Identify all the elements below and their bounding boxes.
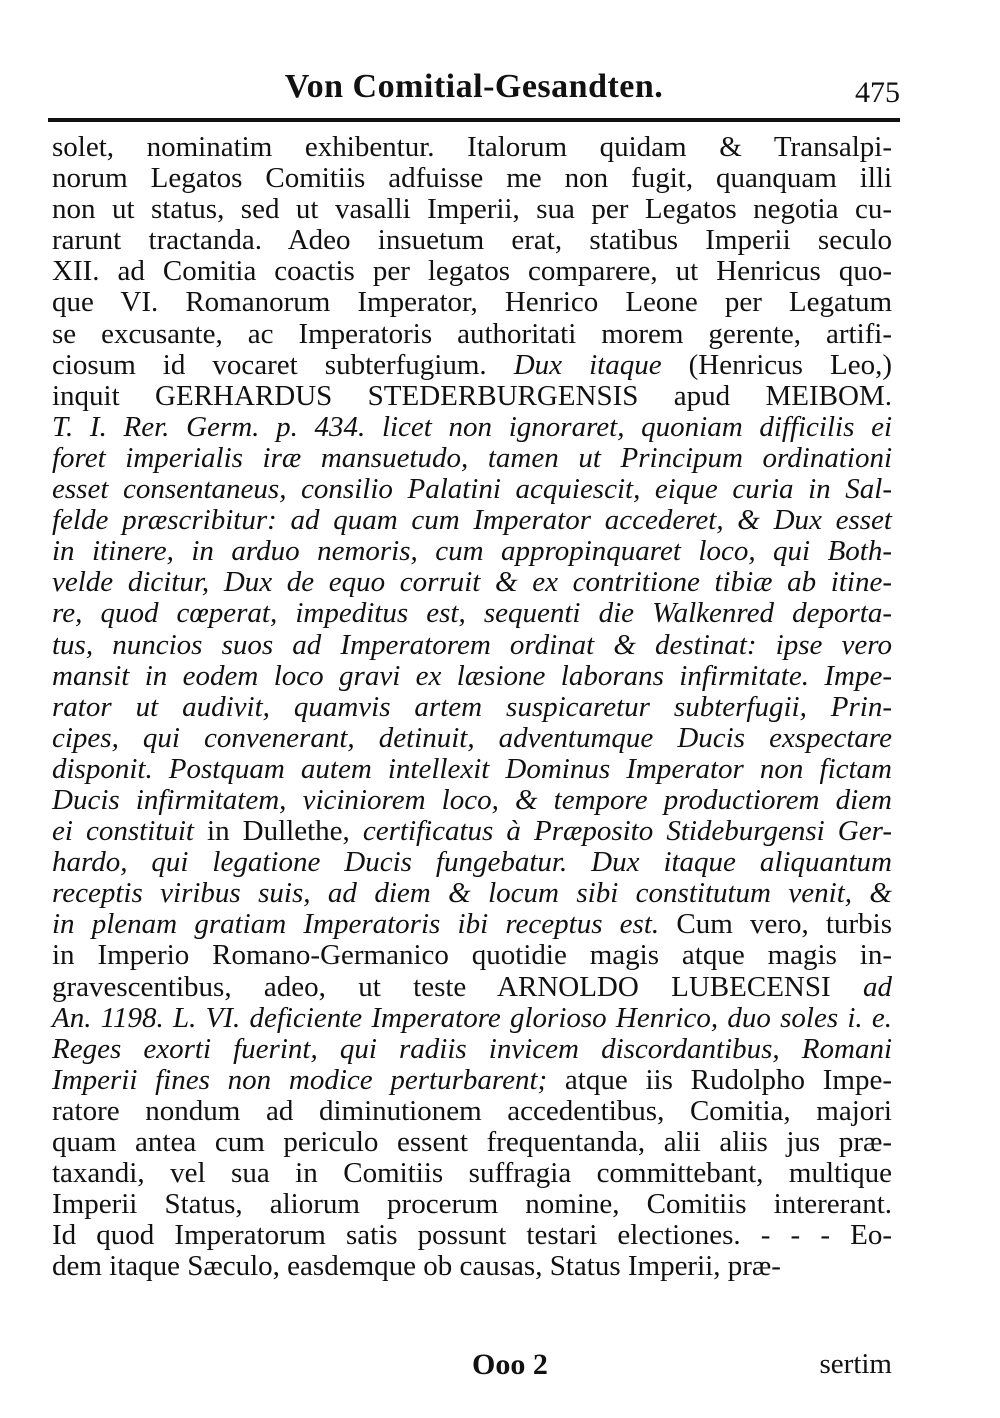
italic-segment: in itinere, in arduo nemoris, cum appropinquaret loco, qui Both- — [52, 535, 892, 568]
text-line — [52, 536, 892, 567]
italic-segment: re, quod cœperat, impeditus est, sequenti die Walkenred deporta- — [52, 597, 892, 630]
text-line — [52, 1034, 892, 1065]
text-line — [52, 381, 892, 412]
italic-segment: ad — [863, 970, 892, 1003]
text-line — [52, 505, 892, 536]
text-segment: (Henricus Leo,) — [661, 348, 892, 381]
text-line — [52, 443, 892, 474]
italic-segment: T. I. Rer. Germ. p. 434. licet non ignoraret, quoniam difficilis ei — [52, 410, 892, 443]
text-line — [52, 132, 892, 163]
text-segment: que VI. Romanorum Imperator, Henrico Leone per Legatum — [52, 286, 892, 319]
text-line — [52, 909, 892, 940]
text-segment: in Dullethe, — [193, 815, 363, 848]
text-line — [52, 1127, 892, 1158]
text-segment: Id quod Imperatorum satis possunt testari electiones. - - - Eo- — [52, 1219, 892, 1252]
text-segment: in Imperio Romano-Germanico quotidie magis atque magis in- — [52, 939, 892, 972]
text-line — [52, 785, 892, 816]
text-line — [52, 225, 892, 256]
text-line — [52, 1003, 892, 1034]
page-number: 475 — [855, 76, 900, 109]
italic-segment: foret imperialis iræ mansuetudo, tamen ut Principum ordinationi — [52, 441, 892, 474]
italic-segment: mansit in eodem loco gravi ex læsione laborans infirmitate. Impe- — [52, 659, 892, 692]
running-title: Von Comitial-Gesandten. — [284, 68, 664, 105]
italic-segment: tus, nuncios suos ad Imperatorem ordinat & destinat: ipse vero — [52, 628, 892, 661]
text-line — [52, 940, 892, 971]
text-line — [52, 1065, 892, 1096]
text-line — [52, 287, 892, 318]
text-line — [52, 847, 892, 878]
text-line — [52, 723, 892, 754]
text-line — [52, 754, 892, 785]
text-segment: rarunt tractanda. Adeo insuetum erat, statibus Imperii seculo — [52, 224, 892, 257]
text-line — [52, 350, 892, 381]
text-segment: non ut status, sed ut vasalli Imperii, sua per Legatos negotia cu- — [52, 193, 892, 226]
text-segment: atque iis Rudolpho Impe- — [547, 1063, 892, 1096]
text-segment: Imperii Status, aliorum procerum nomine, Comitiis intererant. — [52, 1188, 892, 1221]
italic-segment: in plenam gratiam Imperatoris ibi receptus est. — [52, 908, 660, 941]
italic-segment: esset consentaneus, consilio Palatini acquiescit, eique curia in Sal- — [52, 473, 892, 506]
italic-segment: disponit. Postquam autem intellexit Dominus Imperator non fictam — [52, 752, 892, 785]
text-segment: solet, nominatim exhibentur. Italorum quidam & Transalpi- — [52, 131, 892, 163]
text-segment: inquit GERHARDUS STEDERBURGENSIS apud MEIBOM. — [52, 379, 892, 412]
page-header — [48, 62, 900, 122]
italic-segment: hardo, qui legatione Ducis fungebatur. Dux itaque aliquantum — [52, 846, 892, 879]
text-segment: norum Legatos Comitiis adfuisse me non fugit, quanquam illi — [52, 162, 892, 195]
italic-segment: Ducis infirmitatem, viciniorem loco, & tempore productiorem diem — [52, 783, 892, 816]
italic-segment: Reges exorti fuerint, qui radiis invicem discordantibus, Romani — [52, 1032, 892, 1065]
text-segment: gravescentibus, adeo, ut teste ARNOLDO LUBECENSI — [52, 970, 863, 1003]
text-segment: se excusante, ac Imperatoris authoritati morem gerente, artifi- — [52, 317, 892, 350]
text-line — [52, 474, 892, 505]
italic-segment: receptis viribus suis, ad diem & locum sibi constitutum venit, & — [52, 877, 892, 910]
text-line — [52, 1251, 892, 1282]
italic-segment: Dux itaque — [513, 348, 662, 381]
signature-mark: Ooo 2 — [472, 1348, 548, 1381]
text-line — [52, 163, 892, 194]
text-line — [52, 692, 892, 723]
text-line — [52, 630, 892, 661]
text-segment: XII. ad Comitia coactis per legatos comparere, ut Henricus quo- — [52, 255, 892, 288]
text-line — [52, 1220, 892, 1251]
text-line — [52, 598, 892, 629]
text-line — [52, 878, 892, 909]
text-line — [52, 256, 892, 287]
italic-segment: An. 1198. L. VI. deficiente Imperatore glorioso Henrico, duo soles i. e. — [52, 1001, 892, 1034]
italic-segment: ei constituit — [52, 815, 194, 848]
text-line — [52, 194, 892, 225]
italic-segment: felde præscribitur: ad quam cum Imperator accederet, & Dux esset — [52, 504, 892, 537]
text-line — [52, 567, 892, 598]
header-rule — [48, 118, 900, 122]
text-line — [52, 816, 892, 847]
text-line — [52, 1096, 892, 1127]
catchword: sertim — [819, 1348, 892, 1380]
text-segment: ciosum id vocaret subterfugium. — [52, 348, 514, 381]
italic-segment: velde dicitur, Dux de equo corruit & ex contritione tibiæ ab itine- — [52, 566, 892, 599]
text-line — [52, 412, 892, 443]
text-segment: ratore nondum ad diminutionem accedentibus, Comitia, majori — [52, 1094, 892, 1127]
text-segment: taxandi, vel sua in Comitiis suffragia committebant, multique — [52, 1157, 892, 1190]
text-line — [52, 1189, 892, 1220]
text-line — [52, 1158, 892, 1189]
text-line — [52, 661, 892, 692]
text-segment: Cum vero, turbis — [659, 908, 892, 941]
italic-segment: Imperii fines non modice perturbarent; — [52, 1063, 548, 1096]
text-segment: quam antea cum periculo essent frequentanda, alii aliis jus præ- — [52, 1126, 892, 1158]
page-footer — [52, 1348, 892, 1388]
body-text — [52, 132, 892, 1282]
italic-segment: rator ut audivit, quamvis artem suspicaretur subterfugii, Prin- — [52, 690, 892, 723]
text-segment: dem itaque Sæculo, easdemque ob causas, Status Imperii, præ- — [52, 1250, 781, 1283]
text-line — [52, 972, 892, 1003]
text-line — [52, 319, 892, 350]
italic-segment: certificatus à Præposito Stideburgensi Ger- — [362, 815, 892, 848]
italic-segment: cipes, qui convenerant, detinuit, adventumque Ducis exspectare — [52, 721, 892, 754]
